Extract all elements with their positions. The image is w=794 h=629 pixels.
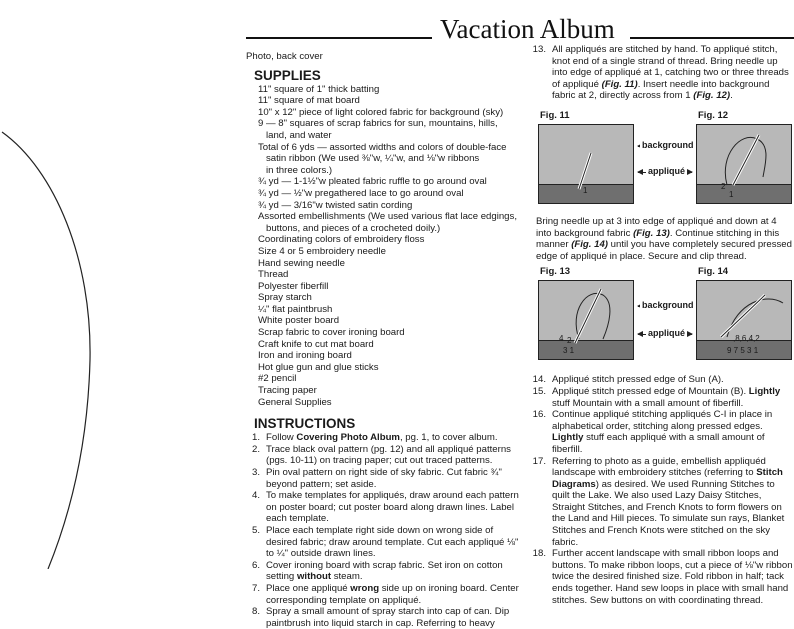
stitch-mark: 2: [567, 336, 572, 346]
stitch-mark: 4: [559, 334, 564, 344]
figure-ref: (Fig. 14): [571, 239, 608, 251]
step-number: 14.: [532, 374, 546, 386]
supply-item: ¼" flat paintbrush: [258, 303, 333, 315]
intro-text: Photo, back cover: [246, 51, 323, 62]
instruction-step: [246, 444, 521, 467]
supply-item: Iron and ironing board: [258, 350, 352, 362]
step-text: Pin oval pattern on right side of sky fabric. Cut fabric ¾" beyond pattern; set aside.: [266, 467, 502, 490]
supply-item: ¾ yd — 3/16"w twisted satin cording: [258, 199, 413, 211]
step-emphasis: Lightly: [748, 385, 781, 397]
step-number: 3.: [251, 467, 260, 478]
left-column: [246, 51, 521, 629]
step-text: All appliqués are stitched by hand. To appliqué stitch, knot end of a single strand of thread. Bring needle up into edge of appliqué at 1, catching two or three threads of appliqué: [552, 44, 789, 90]
title-rule-left: [246, 37, 432, 39]
step-number: 6.: [251, 559, 260, 571]
step-number: 16.: [532, 409, 546, 421]
supply-item: Assorted embellishments (We used various flat lace edgings,: [258, 211, 517, 223]
instruction-step: [532, 374, 794, 386]
instruction-step: [532, 456, 794, 549]
supply-item: ¾ yd — ½"w pregathered lace to go around oval: [258, 187, 464, 199]
fig13-14-paragraph: [532, 216, 794, 262]
album-oval-outline: [0, 0, 200, 569]
step-number: 15.: [532, 385, 546, 397]
supply-item: Scrap fabric to cover ironing board: [258, 327, 405, 339]
supply-item: 9 — 8" squares of scrap fabrics for sun, mountains, hills,: [258, 118, 498, 130]
applique-label: appliqué: [648, 328, 686, 339]
stitch-marks-bottom: 9 7 5 3 1: [727, 346, 759, 356]
supply-item: Spray starch: [258, 292, 312, 304]
step-text: Continue appliqué stitching appliqués C-I in place in alphabetical order, stitching along pressed edges.: [552, 409, 773, 432]
supply-item: Size 4 or 5 embroidery needle: [258, 245, 386, 257]
step-number: 2.: [251, 443, 260, 455]
step-number: 5.: [251, 524, 260, 536]
supply-item: Total of 6 yds — assorted widths and colors of double-face: [258, 141, 507, 153]
stitch-marks-top: ,8,6,4,2: [733, 334, 760, 344]
paragraph-text: until you have completely secured pressed edge of appliqué in place. Secure and clip thread.: [536, 239, 792, 262]
stitch-mark: 1: [583, 185, 588, 195]
step-text: Follow: [266, 432, 297, 444]
fig11-label: Fig. 11: [540, 109, 570, 121]
supply-item: ¾ yd — 1-1½"w pleated fabric ruffle to go around oval: [258, 176, 487, 188]
figure-row-13-14: [532, 264, 794, 372]
supply-item: satin ribbon (We used ⅜"w, ¼"w, and ⅛"w ribbons: [266, 153, 480, 165]
supply-item: 10" x 12" piece of light colored fabric for background (sky): [258, 106, 504, 118]
figure-ref: (Fig. 12): [693, 90, 731, 102]
supply-item: Coordinating colors of embroidery floss: [258, 234, 425, 246]
step-text: Place each template right side down on wrong side of desired fabric; draw around template. Cut each appliqué ⅛" to ¼" outside drawn lines.: [266, 524, 519, 560]
instruction-step: [246, 583, 521, 606]
instruction-step: [246, 560, 521, 583]
fig11-diagram: [538, 124, 634, 204]
instruction-step: [532, 548, 794, 606]
step-emphasis: wrong: [350, 582, 380, 594]
figure-row-11-12: [532, 102, 794, 212]
fig13-label: Fig. 13: [540, 266, 571, 278]
supply-item: White poster board: [258, 315, 340, 327]
instruction-step: [246, 467, 521, 490]
instructions-list: [246, 432, 521, 629]
needle-thread-icon: [697, 125, 791, 203]
step-emphasis: Lightly: [552, 432, 584, 444]
step-text: Appliqué stitch pressed edge of Sun (A).: [552, 374, 724, 386]
title-rule-right: [630, 37, 794, 39]
step-number: 18.: [532, 548, 546, 560]
supplies-list: [246, 84, 521, 409]
step-number: 8.: [251, 606, 260, 618]
instruction-step-13: 13. All appliqués are stitched by hand. To appliqué stitch, knot end of a single strand of thread. Bring needle up into edge of appliqué at 1, catching two or three threads of appliqué (Fig. 11). Insert needle into background fabric at 2, directly across from 1 (Fig. 12).: [532, 44, 789, 102]
step-number: 13.: [532, 44, 546, 55]
step-number: 17.: [532, 455, 546, 467]
step-text: Place one appliqué: [266, 582, 351, 594]
supply-item: Hand sewing needle: [258, 257, 345, 269]
supplies-heading: SUPPLIES: [254, 67, 321, 83]
supply-item: Thread: [258, 269, 289, 281]
supply-item: #2 pencil: [258, 373, 297, 385]
step-text: Appliqué stitch pressed edge of Mountain (B).: [552, 385, 749, 397]
instruction-step: [246, 490, 521, 525]
needle-thread-icon: [539, 281, 633, 359]
paragraph-text: . Continue stitching in this manner: [536, 227, 780, 251]
stitch-mark: 3 1: [563, 346, 575, 356]
supply-item: 11" square of mat board: [258, 95, 360, 107]
instructions-list-continued: [532, 374, 794, 606]
step-text: , pg. 1, to cover album.: [399, 432, 498, 444]
fig14-label: Fig. 14: [698, 266, 729, 278]
supply-item: Tracing paper: [258, 385, 317, 397]
step-number: 7.: [251, 582, 260, 594]
supply-item: Polyester fiberfill: [258, 280, 329, 292]
stitch-mark: 2: [721, 181, 726, 191]
step-text: stuff Mountain with a small amount of fiberfill.: [552, 397, 744, 409]
instructions-heading: INSTRUCTIONS: [254, 416, 356, 432]
step-text: Referring to photo as a guide, embellish appliquéd landscape with embroidery stitches (referring to: [552, 455, 766, 479]
figure-ref: (Fig. 13): [633, 227, 670, 239]
supply-item: Craft knife to cut mat board: [258, 338, 374, 350]
step-number: 1.: [251, 432, 260, 444]
supply-item: Hot glue gun and glue sticks: [258, 361, 379, 373]
step-text: Further accent landscape with small ribbon loops and buttons. To make ribbon loops, cut a piece of ⅛"w ribbon twice the desired finished size. Fold ribbon in half; tack ends together. Hand sew loops in place with small hand stitches. Sew buttons on with coordinating thread.: [552, 548, 793, 606]
fig12-label: Fig. 12: [698, 109, 729, 121]
supply-item: General Supplies: [258, 396, 332, 408]
stitch-mark: 1: [729, 189, 734, 199]
instruction-step: [246, 432, 521, 444]
fig12-diagram: [696, 124, 792, 204]
step-text: side up on ironing board. Center corresponding template on appliqué.: [266, 582, 519, 606]
right-column: [532, 44, 794, 606]
instruction-step: [532, 409, 794, 455]
step-text: . Insert needle into background fabric at 2, directly across from 1: [552, 78, 770, 102]
page-title: Vacation Album: [440, 14, 615, 44]
step-text: ) as desired. We used Running Stitches to quilt the Lake. We also used Lazy Daisy Stitches, Straight Stitches, and French Knots to form flowers on the Land and Hill pieces. To simulate sun rays, Blanket Stitches and French Knots were stitched on the sky fabric.: [552, 478, 785, 548]
step-text: To make templates for appliqués, draw around each pattern on poster board; cut poster board along drawn lines. Label each template.: [266, 490, 519, 525]
instruction-step: [246, 525, 521, 560]
step-text: Spray a small amount of spray starch into cap of can. Dip paintbrush into liquid starch in cap. Referring to heavy: [266, 606, 510, 629]
supply-item: land, and water: [266, 129, 332, 141]
fig14-diagram: [696, 280, 792, 360]
step-text: stuff each appliqué with a small amount of fiberfill.: [552, 432, 765, 455]
step-emphasis: Stitch Diagrams: [552, 467, 783, 490]
instruction-step: [532, 386, 794, 409]
applique-label: appliqué: [648, 165, 686, 176]
step-emphasis: Covering Photo Album: [296, 432, 400, 444]
figure-ref: (Fig. 11): [601, 78, 638, 90]
step-emphasis: without: [296, 571, 332, 583]
supply-item: in three colors.): [266, 164, 333, 176]
supply-item: 11" square of 1" thick batting: [258, 83, 380, 95]
paragraph-text: Bring needle up at 3 into edge of appliqué and down at 4 into background fabric: [536, 215, 777, 239]
supply-item: buttons, and pieces of a crocheted doily.): [266, 222, 441, 234]
step-text: Trace black oval pattern (pg. 12) and all appliqué patterns (pgs. 10-11) on tracing paper; cut out traced patterns.: [266, 443, 511, 467]
step-number: 4.: [251, 490, 260, 502]
fig13-diagram: [538, 280, 634, 360]
instruction-step: [246, 606, 521, 629]
step-text: steam.: [331, 571, 363, 583]
background-label: background: [642, 139, 694, 150]
step-text: Cover ironing board with scrap fabric. Set iron on cotton setting: [266, 559, 503, 583]
background-label: background: [642, 300, 694, 311]
